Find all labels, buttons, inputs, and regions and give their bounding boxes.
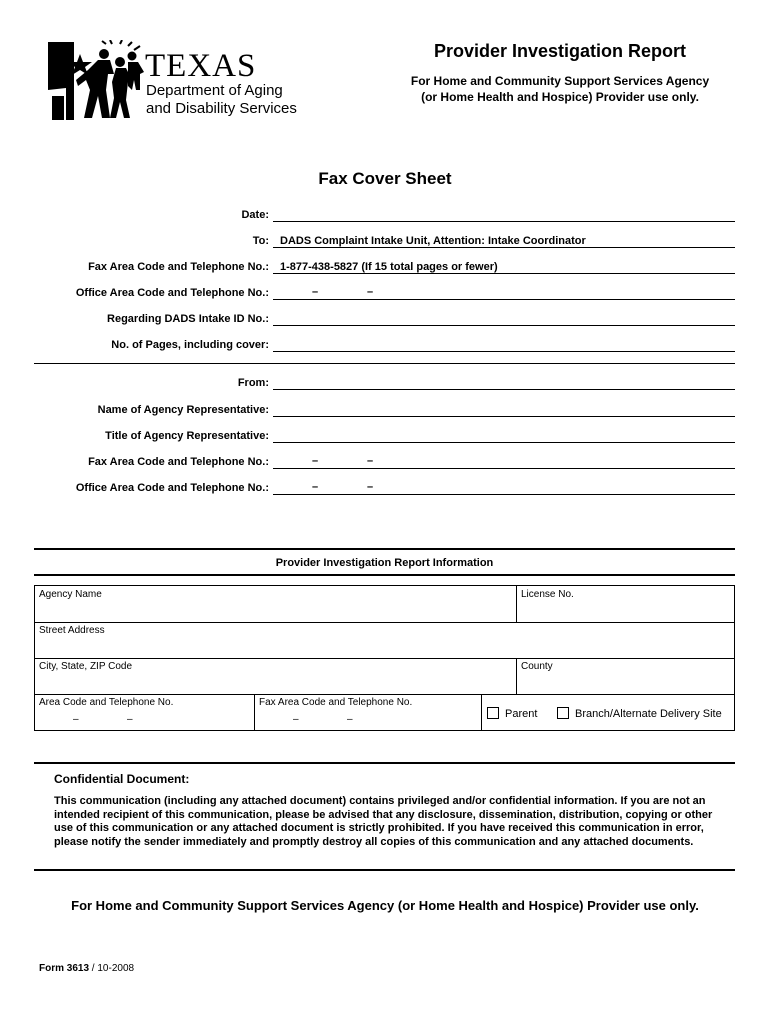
confidential-bottom-rule (34, 869, 735, 871)
to-label: To: (252, 235, 269, 247)
street-address-cell[interactable]: Street Address (39, 625, 105, 636)
branch-checkbox[interactable] (557, 707, 569, 719)
to-fax-value: 1-877-438-5827 (If 15 total pages or fewer) (280, 261, 498, 273)
section-divider (34, 363, 735, 364)
parent-label: Parent (505, 708, 538, 720)
page-title: Provider Investigation Report (433, 41, 687, 61)
confidential-top-rule (34, 762, 735, 764)
parent-checkbox[interactable] (487, 707, 499, 719)
pages-label: No. of Pages, including cover: (111, 339, 269, 351)
from-label: From: (237, 377, 269, 389)
form-number-text: Form 3613 (39, 963, 90, 974)
from-office-field[interactable] (273, 480, 735, 495)
info-top-rule (34, 548, 735, 550)
logo-department-text: Department of Aging (146, 82, 283, 99)
to-value: DADS Complaint Intake Unit, Attention: Intake Coordinator (280, 235, 586, 247)
rep-title-label: Title of Agency Representative: (105, 430, 269, 442)
page-subtitle-line1: For Home and Community Support Services Agency (410, 74, 710, 88)
fax-area-phone-dash-2: – (347, 714, 353, 725)
fax-area-phone-dash-1: – (293, 714, 299, 725)
license-no-cell[interactable]: License No. (521, 589, 574, 600)
rep-name-label: Name of Agency Representative: (97, 404, 269, 416)
provider-info-table (34, 585, 735, 731)
logo-disability-text: and Disability Services (146, 100, 297, 117)
info-heading: Provider Investigation Report Information (275, 557, 494, 569)
county-cell[interactable]: County (521, 661, 553, 672)
confidential-title: Confidential Document: (54, 772, 190, 786)
intake-id-field[interactable] (273, 311, 735, 326)
from-field[interactable] (273, 375, 735, 390)
rep-name-field[interactable] (273, 402, 735, 417)
provider-use-note: For Home and Community Support Services Agency (or Home Health and Hospice) Provider use only. (71, 898, 699, 913)
page-subtitle-line2: (or Home Health and Hospice) Provider use only. (421, 90, 699, 104)
from-fax-dash-2: – (367, 455, 374, 467)
to-office-dash-1: – (312, 286, 319, 298)
to-office-label: Office Area Code and Telephone No.: (75, 287, 269, 299)
confidential-body: This communication (including any attached document) contains privileged and/or confidential information. If you are not an intended recipient of this communication, please be advised that any disclosure, dissemination, distribution, copying or other use of this communication or any attached document is strictly prohibited. If you have received this communication in error, please notify the sender immediately and promptly destroy all copies of this communication and any attached documents. (54, 795, 713, 848)
to-fax-label: Fax Area Code and Telephone No.: (88, 261, 269, 273)
fax-area-phone-cell[interactable]: Fax Area Code and Telephone No. (259, 697, 413, 708)
rep-title-field[interactable] (273, 428, 735, 443)
from-office-dash-2: – (367, 481, 374, 493)
from-fax-field[interactable] (273, 454, 735, 469)
city-state-zip-cell[interactable]: City, State, ZIP Code (39, 661, 133, 672)
date-field[interactable] (273, 207, 735, 222)
to-office-field[interactable] (273, 285, 735, 300)
pages-field[interactable] (273, 337, 735, 352)
area-phone-dash-2: – (127, 714, 133, 725)
from-office-label: Office Area Code and Telephone No.: (75, 482, 269, 494)
date-label: Date: (241, 209, 269, 221)
from-fax-label: Fax Area Code and Telephone No.: (88, 456, 269, 468)
agency-name-cell[interactable]: Agency Name (39, 589, 102, 600)
fax-cover-title: Fax Cover Sheet (318, 169, 452, 188)
from-office-dash-1: – (312, 481, 319, 493)
area-phone-cell[interactable]: Area Code and Telephone No. (39, 697, 174, 708)
to-office-dash-2: – (367, 286, 374, 298)
form-date-text: / 10-2008 (89, 963, 135, 974)
branch-label: Branch/Alternate Delivery Site (575, 708, 722, 720)
logo-texas-text: TEXAS (145, 48, 257, 84)
area-phone-dash-1: – (73, 714, 79, 725)
info-bottom-rule (34, 574, 735, 576)
form-number (39, 963, 134, 974)
intake-id-label: Regarding DADS Intake ID No.: (107, 313, 269, 325)
from-fax-dash-1: – (312, 455, 319, 467)
